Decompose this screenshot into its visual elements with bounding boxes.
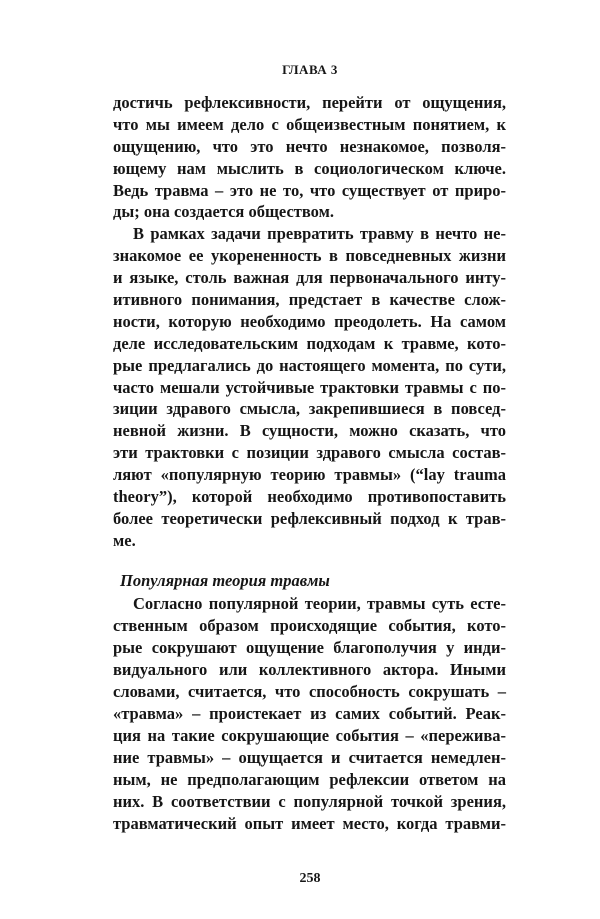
text-line: ляют «популярную теорию травмы» (“lay trauma xyxy=(113,465,506,485)
text-line: рые предлагались до настоящего момента, по сути, xyxy=(113,355,506,375)
text-line: невной жизни. В сущности, можно сказать, что xyxy=(113,421,506,441)
body-text-lower xyxy=(113,569,506,835)
text-line: ным, не предполагающим рефлексии ответом на xyxy=(113,770,506,789)
text-line: ощущению, что это нечто незнакомое, позволя- xyxy=(113,136,506,156)
text-line: «травма» – проистекает из самих событий. Реак- xyxy=(113,704,506,723)
text-line: и языке, столь важная для первоначального инту- xyxy=(113,268,506,288)
text-line: Согласно популярной теории, травмы суть есте- xyxy=(133,594,506,613)
text-line: ности, которую необходимо преодолеть. На самом xyxy=(113,311,506,331)
text-line: theory”), которой необходимо противопоставить xyxy=(113,487,506,507)
text-line: итивного понимания, предстает в качестве слож- xyxy=(113,290,506,310)
text-line: эти трактовки с позиции здравого смысла состав- xyxy=(113,443,506,463)
text-line: достичь рефлексивности, перейти от ощущения, xyxy=(113,93,506,112)
section-heading: Популярная теория травмы xyxy=(120,571,330,590)
text-line: зиции здравого смысла, закрепившиеся в повсед- xyxy=(113,399,506,419)
text-line: ция на такие сокрушающие события – «пережива- xyxy=(113,726,506,745)
text-line: рые сокрушают ощущение благополучия у инди- xyxy=(113,638,506,657)
text-line: словами, считается, что способность сокрушать – xyxy=(113,682,506,701)
text-line: более теоретически рефлексивный подход к трав- xyxy=(113,508,506,528)
text-line: Ведь травма – это не то, что существует от приро- xyxy=(113,180,506,200)
text-line: ме. xyxy=(113,530,136,550)
page-number: 258 xyxy=(299,871,321,886)
running-header: ГЛАВА 3 xyxy=(282,62,338,77)
text-line: ние травмы» – ощущается и считается немедлен- xyxy=(113,748,506,767)
text-line: видуального или коллективного актора. Иными xyxy=(113,660,506,679)
text-line: ственным образом происходящие события, кото- xyxy=(113,616,506,635)
text-line: них. В соответствии с популярной точкой зрения, xyxy=(113,792,506,811)
text-line: травматический опыт имеет место, когда травми- xyxy=(113,814,506,833)
text-line: часто мешали устойчивые трактовки травмы с по- xyxy=(113,377,506,397)
text-line: что мы имеем дело с общеизвестным понятием, к xyxy=(113,114,506,134)
text-line: ды; она создается обществом. xyxy=(113,202,334,222)
text-line: деле исследовательским подходам к травме, кото- xyxy=(113,333,506,353)
body-text-upper xyxy=(113,92,506,552)
text-line: знакомое ее укорененность в повседневных жизни xyxy=(113,246,506,266)
text-line: В рамках задачи превратить травму в нечто не- xyxy=(133,224,506,244)
text-line: ющему нам мыслить в социологическом ключе. xyxy=(113,158,506,178)
